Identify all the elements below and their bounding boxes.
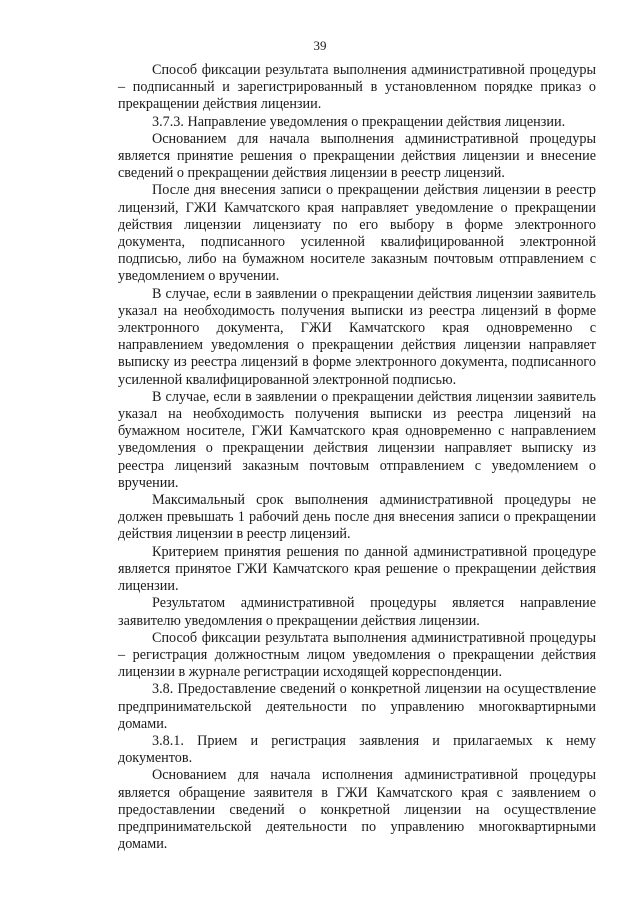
section-heading: 3.8.1. Прием и регистрация заявления и прилагаемых к нему документов. <box>118 732 596 767</box>
paragraph: Способ фиксации результата выполнения административной процедуры – регистрация должностным лицом уведомления о прекращении действия лицензии в журнале регистрации исходящей корреспонденции. <box>118 629 596 681</box>
paragraph: Результатом административной процедуры является направление заявителю уведомления о прекращении действия лицензии. <box>118 595 596 629</box>
paragraph: В случае, если в заявлении о прекращении действия лицензии заявитель указал на необходимость получения выписки из реестра лицензий на бумажном носителе, ГЖИ Камчатского края одновременно с направлением уведомления о прекращении действия лицензии направляет выписку из реестра лицензий заказным почтовым отправлением с уведомлением о вручении. <box>118 388 596 491</box>
document-body <box>118 62 596 853</box>
section-heading: 3.7.3. Направление уведомления о прекращении действия лицензии. <box>152 113 566 130</box>
paragraph: Способ фиксации результата выполнения административной процедуры – подписанный и зарегистрированный в установленном порядке приказ о прекращении действия лицензии. <box>118 62 596 113</box>
paragraph: В случае, если в заявлении о прекращении действия лицензии заявитель указал на необходимость получения выписки из реестра лицензий в форме электронного документа, ГЖИ Камчатского края одновременно с направлением уведомления о прекращении действия лицензии направляет выписку из реестра лицензий в форме электронного документа, подписанного усиленной квалифицированной электронной подписью. <box>118 285 596 388</box>
paragraph: Критерием принятия решения по данной административной процедуре является принятое ГЖИ Камчатского края решение о прекращении действия лицензии. <box>118 543 596 595</box>
section-heading: 3.8. Предоставление сведений о конкретной лицензии на осуществление предпринимательской деятельности по управлению многоквартирными домами. <box>118 681 596 732</box>
paragraph: Максимальный срок выполнения административной процедуры не должен превышать 1 рабочий день после дня внесения записи о прекращении действия лицензии в реестр лицензий. <box>118 492 596 543</box>
paragraph: Основанием для начала выполнения административной процедуры является принятие решения о прекращении действия лицензии и внесение сведений о прекращении действия лицензии в реестр лицензий. <box>118 130 596 182</box>
paragraph: После дня внесения записи о прекращении действия лицензии в реестр лицензий, ГЖИ Камчатского края направляет уведомление о прекращении действия лицензии лицензиату по его выбору в форме электронного документа, подписанного усиленной квалифицированной электронной подписью, либо на бумажном носителе заказным почтовым отправлением с уведомлением о вручении. <box>118 182 596 285</box>
page-number: 39 <box>313 38 327 53</box>
paragraph: Основанием для начала исполнения административной процедуры является обращение заявителя в ГЖИ Камчатского края с заявлением о предоставлении сведений о конкретной лицензии на осуществление предпринимательской деятельности по управлению многоквартирными домами. <box>118 767 596 853</box>
